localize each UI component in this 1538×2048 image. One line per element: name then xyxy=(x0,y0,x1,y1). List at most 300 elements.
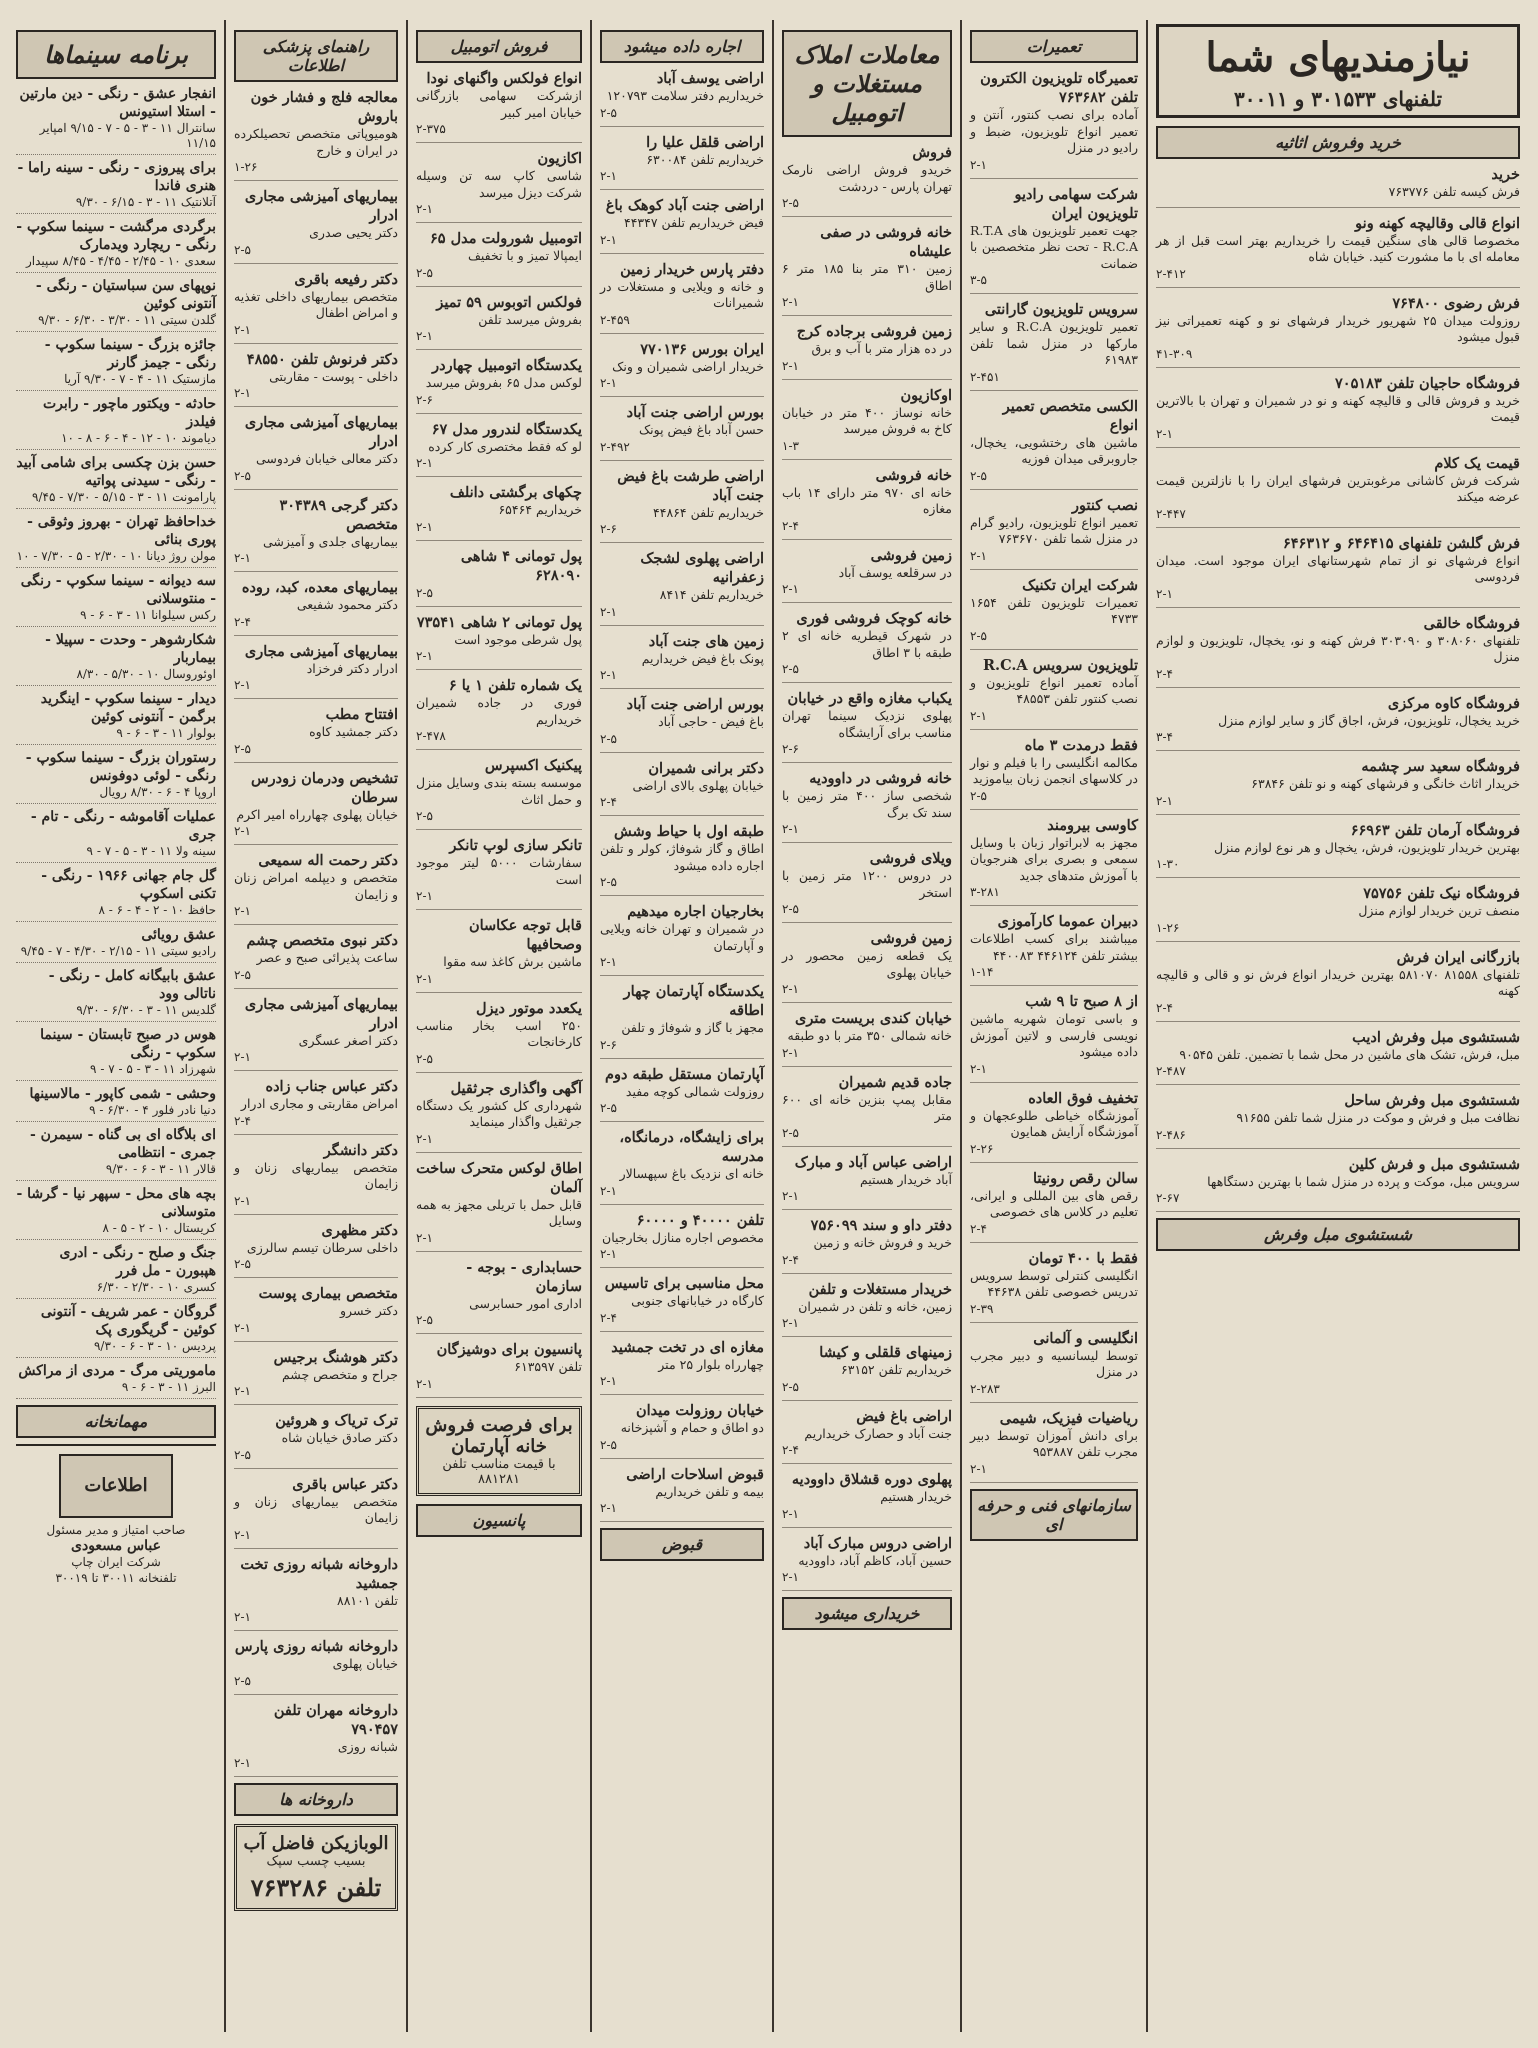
ad-code: ۲-۴۸۷ xyxy=(1156,1064,1186,1078)
ad-body: خریداریم تلفن ۶۳۱۵۲ xyxy=(841,1362,952,1377)
ad-body: جهت تعمیر تلویزیون های R.T.A - R.C.A تحت نظر متخصصین با ضمانت xyxy=(970,222,1139,271)
newspaper-logo: اطلاعات xyxy=(59,1454,173,1518)
ad-code: ۲-۵ xyxy=(416,265,433,280)
ad-body: ركس سیلوانا ۱۱ - ۳ - ۶ - ۹ xyxy=(80,608,216,622)
ad-code: ۲-۴ xyxy=(234,1113,251,1128)
ad-title: بیماریهای معده، کبد، روده xyxy=(241,579,398,596)
section-banner-buy-sell: خرید وفروش اثاثیه xyxy=(1156,126,1520,159)
section-banner-pharmacy: داروخانه ها xyxy=(234,1783,398,1816)
classified-ad xyxy=(1156,884,1520,942)
ad-body: آماده برای نصب کنتور، آنتن و تعمیر انواع تلویزیون، ضبط و رادیو در منزل xyxy=(970,107,1138,155)
classified-ad xyxy=(600,1128,764,1205)
classified-ad xyxy=(782,386,952,460)
ad-code: ۲-۶ xyxy=(600,522,617,536)
ad-body: تلفن ۸۸۱۰۱ xyxy=(336,1592,398,1608)
ad-code: ۲-۱ xyxy=(600,1247,617,1261)
ad-body: متخصص بیماریهای زنان و زایمان xyxy=(234,1493,398,1525)
classified-ad xyxy=(600,133,764,191)
ad-title: یکدستگاه لندرور مدل ۶۷ xyxy=(431,420,582,438)
classified-ad xyxy=(234,187,398,264)
ad-code: ۲-۱ xyxy=(970,1061,987,1076)
ad-title: شستشوی مبل وفرش ساحل xyxy=(1344,1092,1520,1109)
classified-ad xyxy=(234,1221,398,1279)
ad-code: ۲-۴۱۲ xyxy=(1156,266,1186,281)
classified-ad xyxy=(416,1340,582,1398)
ad-title: زمین فروشی xyxy=(870,930,952,947)
classified-ad xyxy=(416,836,582,910)
classified-ad xyxy=(416,483,582,541)
ad-title: شستشوی مبل وفرش ادیب xyxy=(1352,1028,1520,1046)
classified-ad xyxy=(234,1701,398,1778)
classified-ad xyxy=(234,705,398,763)
ad-body: روزولت شمالی کوچه مفید xyxy=(625,1083,764,1099)
classified-ad xyxy=(1156,534,1520,608)
classified-ad xyxy=(600,759,764,817)
ad-body: مکالمه انگلیسی را با فیلم و نوار در کلاسهای انجمن زبان بیاموزید xyxy=(970,754,1138,786)
classified-ad xyxy=(782,1407,952,1465)
ad-code: ۲-۳۷۵ xyxy=(416,122,446,136)
classified-ad xyxy=(416,149,582,223)
classified-ad xyxy=(1156,454,1520,528)
ad-body: داخلی سرطان تیسم سالرزی xyxy=(246,1239,398,1255)
ad-title: فروشگاه حاجیان تلفن ۷۰۵۱۸۳ xyxy=(1335,374,1520,392)
ad-title: ویلای فروشی xyxy=(869,850,952,867)
ad-code: ۲-۵ xyxy=(234,242,251,257)
ad-title: فروش xyxy=(912,144,952,161)
ad-code: ۲-۵ xyxy=(600,1437,617,1452)
ad-body: بفروش میرسد تلفن xyxy=(478,311,582,327)
ad-code: ۲-۶۷ xyxy=(1156,1191,1180,1205)
ad-code: ۲-۱ xyxy=(416,329,433,343)
classified-ad xyxy=(600,1338,764,1396)
classified-ad xyxy=(782,466,952,540)
section-banner-education: سازمانهای فنی و حرفه ای xyxy=(970,1489,1138,1541)
ad-title: زمین فروشی xyxy=(870,546,952,564)
ad-body: در دروس ۱۲۰۰ متر زمین با استخر xyxy=(782,868,952,900)
ad-title: اوکازیون xyxy=(900,386,952,404)
ad-title: خانه کوچک فروشی فوری xyxy=(796,610,952,627)
ad-code: ۲-۱ xyxy=(970,1461,987,1476)
classified-ad xyxy=(1156,948,1520,1022)
ad-title: سرویس تلویزیون گارانتی xyxy=(984,301,1138,318)
classified-ad xyxy=(234,931,398,989)
ad-body: خریداریم تلفن ۸۴۱۴ xyxy=(659,587,764,602)
classified-ad xyxy=(970,736,1138,810)
classified-ad xyxy=(234,851,398,925)
classified-ad xyxy=(600,340,764,398)
ad-code: ۲-۲۸۳ xyxy=(970,1381,1000,1396)
section-banner-pansion: پانسیون xyxy=(416,1504,582,1537)
classified-ad xyxy=(1156,757,1520,815)
cinema-list xyxy=(16,85,216,1399)
ad-body: خرید و فروش خانه و زمین xyxy=(813,1235,952,1250)
classified-ad xyxy=(600,1274,764,1332)
classified-ad xyxy=(970,69,1138,179)
classified-ad xyxy=(782,1153,952,1211)
ad-title: متخصص بیماری پوست xyxy=(258,1285,398,1302)
classified-ad xyxy=(782,1216,952,1274)
classified-ad xyxy=(782,849,952,923)
classified-ad xyxy=(234,1077,398,1135)
ad-title: پانسیون برای دوشیزگان xyxy=(436,1341,582,1358)
classified-ad xyxy=(234,496,398,573)
ad-title: اطاق لوکس متحرک ساخت آلمان xyxy=(416,1159,582,1196)
ad-body: پهلوی نزدیک سینما تهران مناسب برای آرایشگاه xyxy=(782,708,952,740)
ad-body: ماشین برش کاغذ سه مقوا xyxy=(443,954,582,969)
section-banner-hotel: مهمانخانه xyxy=(16,1405,216,1438)
ad-title: برگردی مرگشت - سینما سکوپ - رنگی - ریچارد ویدمارک xyxy=(16,219,216,253)
ad-title: یکعدد موتور دیزل xyxy=(475,999,582,1017)
ad-body: کسری ۱۰ - ۲/۳۰ - ۶/۳۰ xyxy=(96,1280,216,1294)
ad-title: ای بلاگاه ای بی گناه - سیمرن - جمری - انتظامی xyxy=(29,1127,216,1161)
box-ad-plumbing xyxy=(234,1824,398,1911)
cinema-listing xyxy=(16,1126,216,1181)
classified-ad xyxy=(782,1470,952,1528)
ad-code: ۲-۴ xyxy=(970,1221,987,1236)
ad-body: ادرار دکتر فرخزاد xyxy=(306,660,398,676)
ad-list xyxy=(970,69,1138,1483)
ad-title: ریاضیات فیزیک، شیمی xyxy=(999,1409,1138,1427)
ad-code: ۳-۵ xyxy=(970,273,987,287)
ad-title: اراضی قلقل علیا را xyxy=(646,133,764,151)
ad-title: تخفیف فوق العاده xyxy=(1028,1089,1138,1107)
ad-body: دکتر یحیی صدری xyxy=(309,225,398,240)
classified-ad xyxy=(600,1465,764,1523)
classified-ad xyxy=(1156,821,1520,879)
ad-title: جنگ و صلح - رنگی - ادری هپبورن - مل فرر xyxy=(59,1245,216,1279)
ad-body: آباد خریدار هستیم xyxy=(859,1171,952,1187)
ad-body: دکتر معالی خیابان فردوسی xyxy=(255,451,398,466)
ad-body: خریداریم ۶۵۴۶۴ xyxy=(498,502,582,517)
classified-ad xyxy=(970,816,1138,907)
classified-ad xyxy=(416,1079,582,1153)
classified-ad xyxy=(1156,694,1520,752)
ad-title: خیابان کندی بریست متری xyxy=(795,1010,952,1027)
ad-body: لو که فقط مختصری کار کرده xyxy=(428,438,582,454)
ad-body: مازستیک ۱۱ - ۴ - ۷ - ۹/۳۰ آریا xyxy=(64,372,216,386)
ad-body: اروپا ۴ - ۶ - ۸/۳۰ رویال xyxy=(99,785,216,799)
ad-code: ۲-۵ xyxy=(782,1379,799,1394)
ad-title: اراضی پهلوی لشجک زعفرانیه xyxy=(640,550,764,586)
ad-body: پول شرطی موجود است xyxy=(454,631,582,647)
cinema-listing xyxy=(16,336,216,391)
ad-title: محل مناسبی برای تاسیس xyxy=(604,1275,764,1292)
classified-ad xyxy=(234,1637,398,1695)
ad-title: قیمت یک کلام xyxy=(1434,454,1520,472)
ad-title: چکهای برگشتی دانلف xyxy=(449,484,582,501)
ad-code: ۲-۲۶ xyxy=(970,1141,994,1156)
ad-title: سه دیوانه - سینما سکوپ - رنگی - منتوسلانی xyxy=(20,573,216,607)
classified-ad xyxy=(600,260,764,334)
cinema-listing xyxy=(16,867,216,922)
ad-title: فرش گلشن تلفنهای ۶۴۶۴۱۵ و ۶۴۶۳۱۲ xyxy=(1282,534,1520,552)
classified-ad xyxy=(600,695,764,753)
column-rule xyxy=(772,20,774,2032)
ad-title: حادثه - ویکتور ماچور - رابرت فیلدز xyxy=(42,396,216,430)
ad-title: دبیران عموما کارآموزی xyxy=(997,913,1138,930)
ad-title: حسن بزن چکسی برای شامی آبید - رنگی - سیدنی پواتیه xyxy=(16,455,216,489)
ad-code: ۱-۲۶ xyxy=(1156,920,1180,935)
section-banner-cleaning: شستشوی مبل وفرش xyxy=(1156,1218,1520,1251)
classified-ad xyxy=(970,656,1138,730)
column-rule xyxy=(224,20,226,2032)
ad-title: بورس اراضی جنت آباد xyxy=(626,696,764,713)
ad-code: ۲-۴ xyxy=(782,1252,799,1267)
section-banner-buy-wanted: خریداری میشود xyxy=(782,1597,952,1630)
ad-title: فروشگاه نیک تلفن ۷۵۷۵۶ xyxy=(1363,885,1520,902)
cinema-listing xyxy=(16,808,216,863)
ad-code: ۲-۵ xyxy=(234,1257,251,1271)
ad-code: ۲-۴ xyxy=(234,614,251,629)
ad-title: انواع فولکس واگنهای نودا xyxy=(426,70,582,87)
ad-body: دکتر جمشید کاوه xyxy=(309,724,398,739)
ad-body: خریدار اثاث خانگی و فرشهای کهنه و نو تلفن ۶۳۸۴۶ xyxy=(1251,776,1520,791)
ad-code: ۲-۱ xyxy=(782,582,799,596)
ad-body: قالار ۱۱ - ۳ - ۶ - ۹/۳۰ xyxy=(105,1162,216,1176)
section-banner-cinema: برنامه سینماها xyxy=(16,30,216,79)
ad-code: ۲-۱ xyxy=(416,456,433,470)
ad-title: خانه فروشی xyxy=(875,466,952,484)
ad-code: ۲-۳۹ xyxy=(970,1301,994,1316)
column-1 xyxy=(1150,24,1526,2030)
ad-title: خانه فروشی در صفی علیشاه xyxy=(820,224,952,260)
cinema-listing xyxy=(16,218,216,273)
classified-ad xyxy=(600,1065,764,1123)
ad-code: ۲-۵ xyxy=(600,1101,617,1115)
ad-body: هومیوپاتی متخصص تحصیلکرده در ایران و خارج xyxy=(234,126,398,158)
ad-title: فرش رضوی ۷۶۴۸۰۰ xyxy=(1392,294,1520,312)
ad-code: ۲-۶ xyxy=(600,1037,617,1052)
ad-body: پردیس ۱۰ - ۳ - ۶ - ۹/۳۰ xyxy=(93,1339,216,1353)
ad-body: مبل، فرش، تشک های ماشین در محل شما با تضمین. تلفن ۹۰۵۴۵ xyxy=(1179,1046,1520,1062)
column-3 xyxy=(776,24,958,2030)
ad-body: حافظ ۱۰ - ۲ - ۴ - ۶ - ۸ xyxy=(98,903,216,917)
ad-body: بهترین خریدار تلویزیون، فرش، یخچال و هر نوع لوازم منزل xyxy=(1214,839,1520,855)
ad-code: ۲-۱ xyxy=(600,604,617,619)
ad-title: مغازه ای در تخت جمشید xyxy=(611,1338,764,1356)
ad-code: ۳-۲۸۱ xyxy=(970,885,1000,899)
ad-title: داروخانه مهران تلفن ۷۹۰۴۵۷ xyxy=(273,1701,398,1738)
ad-title: پول تومانی ۴ شاهی ۶۲۸۰۹۰ xyxy=(460,547,582,584)
ad-title: برای پیروزی - رنگی - سینه راما - هنری فاندا xyxy=(17,160,216,194)
ad-body: مخصوصا قالی های سنگین قیمت را خریداریم بهتر است قبل از هر معامله ای با ما مشورت کنید. خیابان شاه xyxy=(1156,232,1520,264)
ad-body: موسسه بسته بندی وسایل منزل و حمل اثاث xyxy=(416,775,582,807)
classified-ad xyxy=(970,1089,1138,1163)
ad-code: ۲-۱ xyxy=(416,971,433,986)
ad-body: ۲۵۰ اسب بخار مناسب کارخانجات xyxy=(416,1017,582,1049)
ad-title: اتومبیل شورولت مدل ۶۵ xyxy=(430,230,582,247)
ad-title: پول تومانی ۲ شاهی ۷۳۵۴۱ xyxy=(416,613,582,631)
ad-title: معالجه فلج و فشار خون باروش xyxy=(250,89,398,125)
ad-body: دنیا نادر فلور ۴ - ۶/۳۰ - ۹ xyxy=(89,1103,216,1117)
ad-title: آگهی واگذاری جرثقیل xyxy=(450,1079,582,1097)
ad-title: اراضی باغ فیض xyxy=(856,1407,952,1425)
ad-body: گلدن سیتی ۱۱ - ۳/۳۰ - ۶/۳۰ - ۹/۳۰ xyxy=(38,313,216,327)
ad-title: خیابان روزولت میدان xyxy=(635,1402,764,1419)
classified-ad xyxy=(782,1534,952,1592)
ad-body: اداری امور حسابرسی xyxy=(469,1295,582,1311)
ad-code: ۲-۱ xyxy=(600,169,617,183)
ad-body: تلفن ۶۱۳۵۹۷ xyxy=(514,1359,582,1374)
classified-ad xyxy=(970,300,1138,391)
section-banner-rent: اجاره داده میشود xyxy=(600,30,764,63)
ad-body: پارامونت ۱۱ - ۳ - ۵/۱۵ - ۷/۳۰ - ۹/۴۵ xyxy=(32,490,216,504)
ad-title: بورس اراضی جنت آباد xyxy=(626,404,764,421)
column-7-cinema xyxy=(10,24,222,2030)
classified-ad xyxy=(1156,374,1520,448)
classified-ad xyxy=(600,902,764,976)
classified-ad xyxy=(600,196,764,254)
ad-title: عشق بابیگانه کامل - رنگی - ناتالی وود xyxy=(48,968,216,1002)
classified-ad xyxy=(600,1211,764,1269)
ad-title: یکدستگاه آپارتمان چهار اطاقه xyxy=(623,983,764,1019)
classified-ad xyxy=(782,546,952,604)
ad-body: دکتر محمود شفیعی xyxy=(296,597,398,612)
ad-body: خانه شمالی ۳۵۰ متر با دو طبقه xyxy=(787,1028,952,1043)
ad-code: ۲-۱ xyxy=(600,1183,617,1198)
ad-title: یکباب مغازه واقع در خیابان xyxy=(787,690,952,707)
ad-title: سالن رقص رونیتا xyxy=(1032,1169,1138,1187)
ad-title: الکسی متخصص تعمیر انواع xyxy=(1002,397,1138,434)
ad-code: ۲-۱ xyxy=(1156,793,1173,808)
ad-body: بیمه و تلفن خریداریم xyxy=(655,1483,764,1499)
ad-body: خرید و فروش قالی و قالیچه کهنه و نو در شمیران و تهران با بالاترین قیمت xyxy=(1156,392,1520,424)
ad-body: فوری در جاده شمیران خریداریم xyxy=(416,695,582,727)
classified-ad xyxy=(782,1280,952,1338)
imprint-owner-label: صاحب امتیاز و مدیر مسئول xyxy=(46,1523,186,1537)
classified-ad xyxy=(970,1329,1138,1403)
ad-title: پیکنیک اکسپرس xyxy=(484,757,582,774)
ad-code: ۱-۲۶ xyxy=(234,160,258,174)
ad-body: یک قطعه زمین محصور در خیابان پهلوی xyxy=(782,948,952,980)
classified-ad xyxy=(1156,1091,1520,1149)
ad-code: ۲-۴ xyxy=(600,795,617,809)
classified-ad xyxy=(416,916,582,993)
ad-code: ۲-۱ xyxy=(234,1527,251,1542)
ad-code: ۲-۵ xyxy=(234,468,251,483)
column-rule xyxy=(406,20,408,2032)
ad-body: آماده تعمیر انواع تلویزیون و نصب کنتور تلفن ۴۸۵۵۳ xyxy=(970,674,1138,706)
ad-body: ایمپالا تمیز و با تخفیف xyxy=(467,248,582,263)
ad-body: چهارراه بلوار ۲۵ متر xyxy=(658,1356,764,1372)
ad-code: ۲-۱ xyxy=(416,889,433,903)
ad-body: دکتر اصغر عسگری xyxy=(298,1032,398,1048)
ad-title: گروگان - عمر شریف - آنتونی کوئین - گریگوری پک xyxy=(40,1304,216,1338)
classified-ad xyxy=(970,496,1138,570)
cinema-listing xyxy=(16,277,216,332)
ad-code: ۲-۱ xyxy=(416,1230,433,1245)
classified-ad xyxy=(782,322,952,380)
classified-ad xyxy=(416,420,582,478)
ad-body: در ده هزار متر با آب و برق xyxy=(811,341,952,356)
ad-title: بخارجیان اجاره میدهیم xyxy=(627,903,764,920)
ad-body: سعدی ۱۰ - ۲/۴۵ - ۴/۴۵ - ۸/۴۵ سپیدار xyxy=(25,254,216,268)
ad-code: ۲-۱ xyxy=(600,376,617,390)
ad-code: ۲-۵ xyxy=(416,809,433,823)
cinema-listing xyxy=(16,395,216,450)
ad-body: زمین، خانه و تلفن در شمیران xyxy=(798,1298,952,1314)
ad-body: ازشرکت سهامی بازرگانی خیابان امیر کبیر xyxy=(416,88,582,120)
classified-ad xyxy=(782,1343,952,1401)
ad-code: ۴۱-۳۰۹ xyxy=(1156,346,1193,361)
ad-title: داروخانه شبانه روزی پارس xyxy=(234,1638,398,1655)
ad-title: دفتر داو و سند ۷۵۶۰۹۹ xyxy=(810,1217,952,1234)
classified-ad xyxy=(234,769,398,846)
ad-code: ۱-۳ xyxy=(782,438,799,453)
ad-body: شهرداری کل کشور یک دستگاه جرثقیل واگذار مینماید xyxy=(416,1097,582,1129)
classified-ad xyxy=(416,356,582,414)
ad-title: وحشی - شمی کاپور - مالاسینها xyxy=(29,1086,216,1102)
ad-body: فیض خریداریم تلفن ۴۴۳۴۷ xyxy=(624,215,764,230)
box-ad-sub: بسیب چسب سپک xyxy=(266,1854,366,1869)
ad-body: اوئوروسال ۱۰ - ۵/۳۰ - ۸/۳۰ xyxy=(76,667,216,681)
cinema-listing xyxy=(16,1185,216,1240)
ad-code: ۲-۱ xyxy=(416,202,433,216)
ad-title: افتتاح مطب xyxy=(325,706,398,723)
classified-ad xyxy=(234,995,398,1072)
ad-code: ۲-۶ xyxy=(782,742,799,756)
column-rule xyxy=(1146,20,1148,2032)
ad-code: ۱-۱۴ xyxy=(970,965,994,979)
ad-code: ۲-۴۹۲ xyxy=(600,439,630,454)
column-rule xyxy=(960,20,962,2032)
ad-body: باغ فیض - حاجی آباد xyxy=(658,714,764,729)
classified-ad xyxy=(782,929,952,1003)
ad-code: ۲-۵ xyxy=(234,1447,251,1462)
classified-ad xyxy=(782,143,952,217)
ad-code: ۲-۴۵۹ xyxy=(600,312,630,327)
ad-title: دفتر پارس خریدار زمین xyxy=(620,260,764,278)
classified-ad xyxy=(782,769,952,843)
ad-code: ۲-۱ xyxy=(782,1506,799,1521)
ad-body: مجهز به لابراتوار زبان با وسایل سمعی و بصری برای هنرجویان با آموزش متدهای جدید xyxy=(970,834,1138,883)
ad-title: ایران بورس ۷۷۰۱۳۶ xyxy=(640,340,764,358)
classified-ad xyxy=(234,1411,398,1469)
ad-title: تعمیرگاه تلویزیون الکترون تلفن ۷۶۳۶۸۲ xyxy=(980,70,1138,106)
classified-ad xyxy=(234,88,398,181)
ad-code: ۲-۵ xyxy=(416,1051,433,1066)
ad-title: دکتر رفیعه باقری xyxy=(294,270,398,288)
ad-title: دیدار - سینما سکوپ - اینگرید برگمن - آنتونی کوئین xyxy=(40,691,216,725)
ad-body: آتلانتیک ۱۱ - ۳ - ۶/۱۵ - ۹/۳۰ xyxy=(75,195,216,209)
ad-body: تعمیر تلویزیون R.C.A و سایر مارکها در منزل شما تلفن ۶۱۹۸۳ xyxy=(970,319,1138,367)
ad-body: تعمیر انواع تلویزیون، رادیو گرام در منزل شما تلفن ۷۶۳۶۷۰ xyxy=(970,514,1138,546)
ad-body: تعمیرات تلویزیون تلفن ۱۶۵۴ ۴۷۳۳ xyxy=(970,594,1138,626)
ad-body: حسن آباد باغ فیض پونک xyxy=(638,422,764,437)
ad-body: در شهرک قیطریه خانه ای ۲ طبقه با ۳ اطاق xyxy=(782,628,952,660)
ad-code: ۳-۴ xyxy=(1156,730,1173,744)
ad-code: ۲-۵ xyxy=(234,967,251,982)
ad-code: ۲-۱ xyxy=(600,668,617,682)
section-banner-doctors: راهنمای پزشکی اطلاعات xyxy=(234,30,398,82)
box-ad-title: الوبازیکن فاضل آب xyxy=(243,1833,389,1854)
classified-ad xyxy=(416,293,582,351)
classified-ad xyxy=(1156,1155,1520,1213)
ad-list xyxy=(1156,165,1520,1212)
ad-title: خرید xyxy=(1491,166,1520,183)
imprint-owner: عباس مسعودی xyxy=(71,1538,161,1554)
ad-body: بیماریهای جلدی و آمیزشی xyxy=(262,533,398,549)
ad-title: عشق رویائی xyxy=(141,927,216,943)
ad-code: ۲-۴ xyxy=(1156,666,1173,681)
ad-body: مقابل پمپ بنزین خانه ای ۶۰۰ متر xyxy=(782,1091,952,1123)
cinema-listing xyxy=(16,513,216,568)
ad-code: ۲-۱ xyxy=(600,1374,617,1388)
ad-code: ۲-۱ xyxy=(600,1501,617,1515)
ad-body: مخصوص اجاره منازل بخارجیان xyxy=(602,1229,764,1245)
cinema-listing xyxy=(16,85,216,155)
classified-ad xyxy=(970,576,1138,650)
